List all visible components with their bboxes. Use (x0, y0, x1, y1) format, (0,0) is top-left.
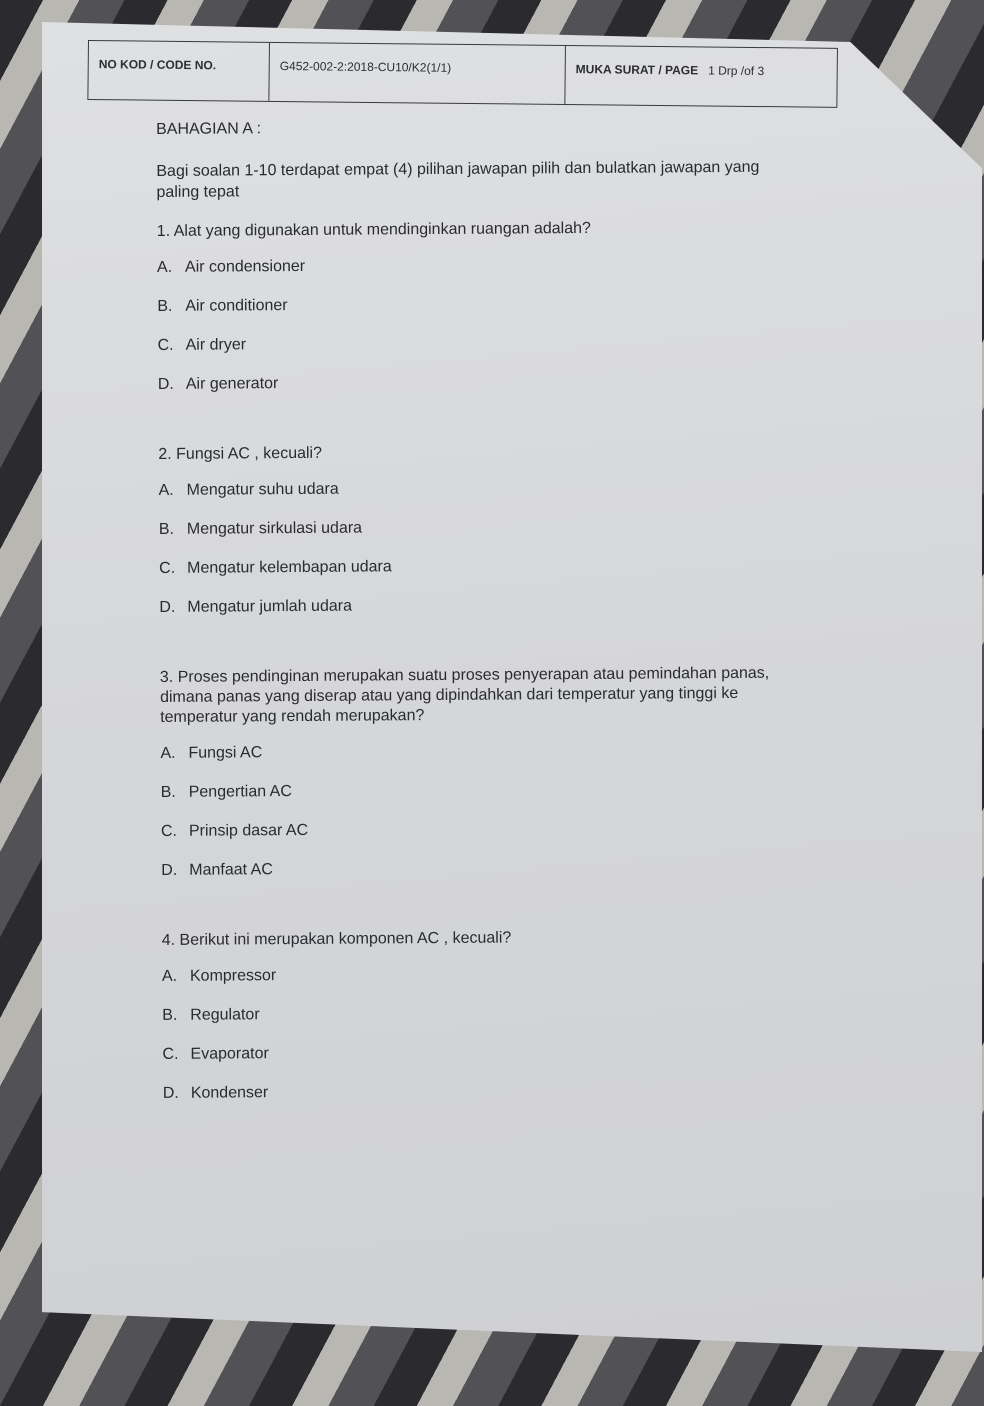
option-c[interactable]: C. Mengatur kelembapan udara (159, 557, 392, 577)
option-c[interactable]: C. Prinsip dasar AC (160, 821, 309, 840)
page-label: MUKA SURAT / PAGE (575, 62, 699, 78)
question-text: 1. Alat yang digunakan untuk mendinginkan ruangan adalah? (156, 219, 591, 240)
option-a[interactable]: A. Kompressor (161, 966, 277, 985)
question-4 (156, 926, 797, 1103)
document-header (87, 40, 838, 108)
option-b[interactable]: B. Mengatur sirkulasi udara (158, 519, 363, 538)
option-c[interactable]: C. Air dryer (157, 335, 247, 354)
option-d[interactable]: D. Mengatur jumlah udara (159, 597, 353, 616)
option-b[interactable]: B. Regulator (162, 1005, 260, 1024)
code-label: NO KOD / CODE NO. (88, 41, 270, 101)
question-text: 2. Fungsi AC , kecuali? (158, 444, 323, 463)
question-3 (154, 663, 795, 880)
code-value: G452-002-2:2018-CU10/K2(1/1) (269, 43, 566, 104)
page-cell (565, 46, 837, 107)
option-d[interactable]: D. Manfaat AC (161, 860, 273, 879)
option-b[interactable]: B. Pengertian AC (160, 782, 292, 801)
question-1 (151, 217, 792, 394)
page-value: 1 Drp /of 3 (708, 63, 765, 79)
question-text: 3. Proses pendinginan merupakan suatu proses penyerapan atau pemindahan panas, dimana panas yang diserap atau yang dipindahkan dari temperatur yang tinggi ke temperatur yang rendah merupakan? (159, 664, 770, 726)
option-b[interactable]: B. Air conditioner (157, 296, 288, 315)
section-title: BAHAGIAN A : (156, 120, 262, 138)
option-d[interactable]: D. Air generator (157, 374, 279, 393)
option-a[interactable]: A. Air condensioner (156, 257, 306, 276)
option-c[interactable]: C. Evaporator (162, 1044, 269, 1063)
option-d[interactable]: D. Kondenser (162, 1083, 269, 1102)
exam-content (150, 116, 797, 1154)
instruction: Bagi soalan 1-10 terdapat empat (4) pilihan jawapan pilih dan bulatkan jawapan yang paling tepat (156, 158, 760, 201)
option-a[interactable]: A. Mengatur suhu udara (158, 480, 339, 499)
option-a[interactable]: A. Fungsi AC (160, 743, 263, 762)
question-text: 4. Berikut ini merupakan komponen AC , kecuali? (161, 929, 512, 949)
question-2 (152, 440, 793, 617)
